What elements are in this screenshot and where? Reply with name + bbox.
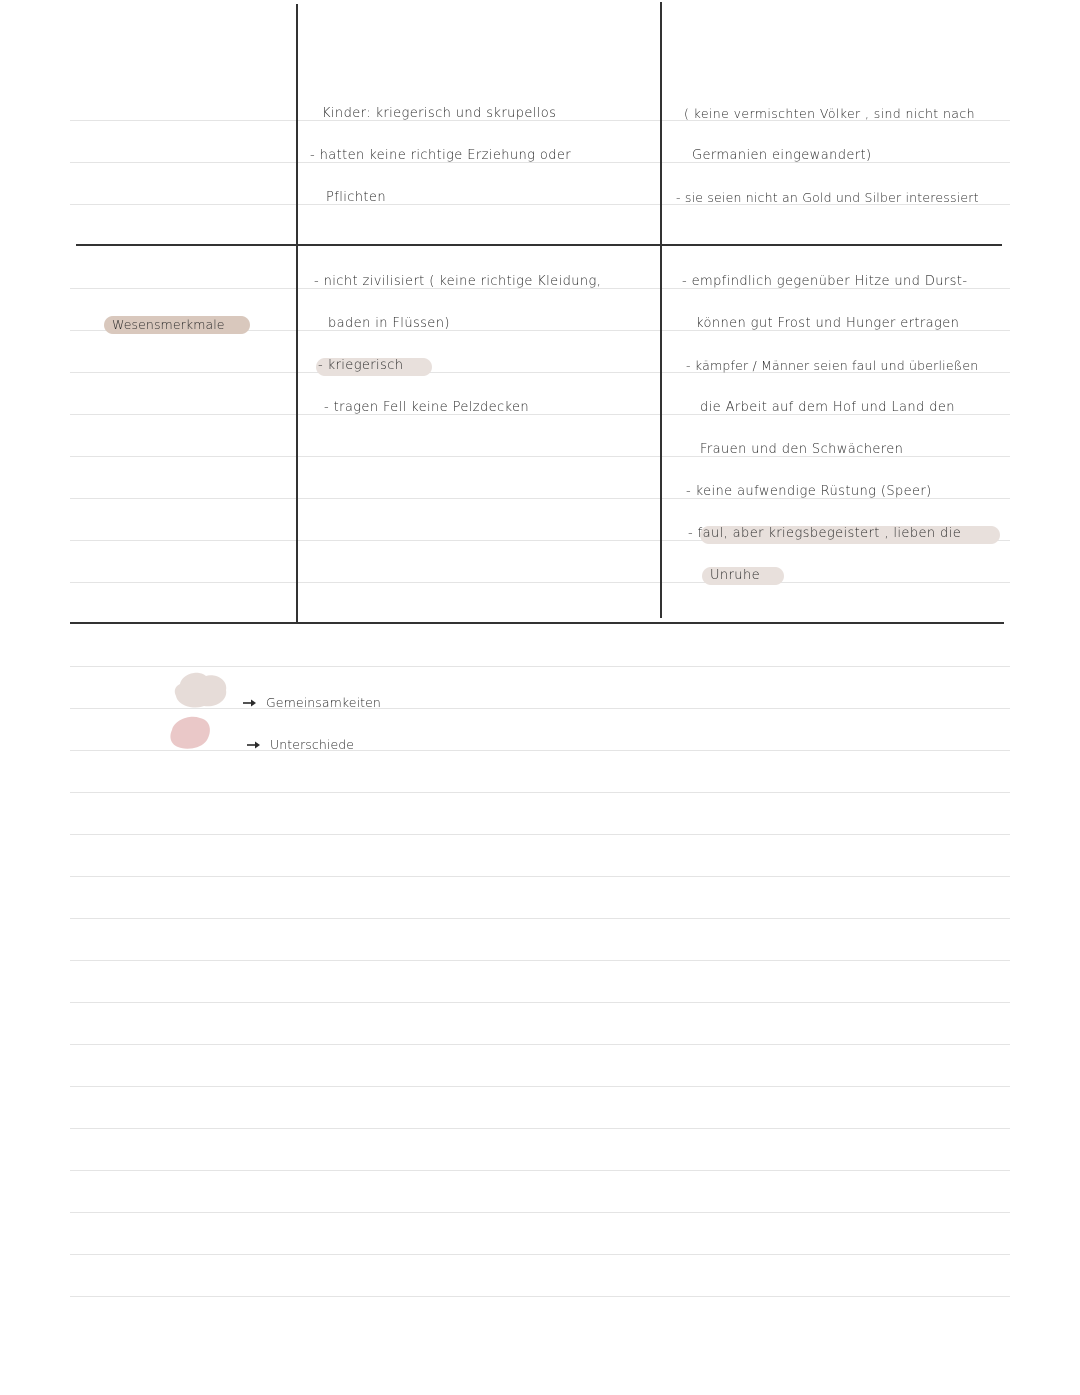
row1-col3-line-3: - sie seien nicht an Gold und Silber interessiert — [676, 190, 979, 205]
row1-col3-line-1: ( keine vermischten Völker , sind nicht nach — [684, 106, 975, 121]
row1-col3-line-2: Germanien eingewandert) — [692, 148, 872, 163]
row2-col2-line-1: - nicht zivilisiert ( keine richtige Kleidung, — [314, 274, 602, 289]
row2-col3-line-1: - empfindlich gegenüber Hitze und Durst- — [682, 274, 968, 289]
arrow-right-icon — [242, 698, 258, 708]
row2-col2-line-4: - tragen Fell keine Pelzdecken — [324, 400, 530, 415]
row-label-wesensmerkmale: Wesensmerkmale — [112, 317, 225, 332]
row2-col2-line-2: baden in Flüssen) — [328, 316, 450, 331]
row2-col3-line-2: können gut Frost und Hunger ertragen — [696, 316, 960, 331]
row1-col2-line-2: - hatten keine richtige Erziehung oder — [310, 148, 572, 163]
row2-col3-line-4: die Arbeit auf dem Hof und Land den — [700, 400, 955, 415]
row-divider — [76, 244, 1002, 246]
legend-swatch-unterschiede — [166, 714, 214, 752]
table-bottom-border — [70, 622, 1004, 624]
legend-label-unterschiede: Unterschiede — [270, 737, 355, 752]
row2-col2-line-3: - kriegerisch — [318, 358, 404, 373]
legend-swatch-gemeinsamkeiten — [172, 670, 230, 710]
column-divider-1 — [296, 4, 298, 622]
legend-label-gemeinsamkeiten: Gemeinsamkeiten — [266, 695, 381, 710]
row1-col2-line-3: Pflichten — [326, 190, 386, 205]
row1-col2-line-1: Kinder: kriegerisch und skrupellos — [322, 106, 557, 121]
row2-col3-line-3: - kämpfer / Männer seien faul und überließen — [686, 358, 979, 373]
row2-col3-line-8: Unruhe — [710, 568, 760, 583]
arrow-right-icon — [246, 740, 262, 750]
row2-col3-line-7: - faul, aber kriegsbegeistert , lieben die — [688, 526, 962, 541]
row2-col3-line-5: Frauen und den Schwächeren — [700, 442, 904, 457]
row2-col3-line-6: - keine aufwendige Rüstung (Speer) — [686, 484, 932, 499]
column-divider-2 — [660, 2, 662, 618]
